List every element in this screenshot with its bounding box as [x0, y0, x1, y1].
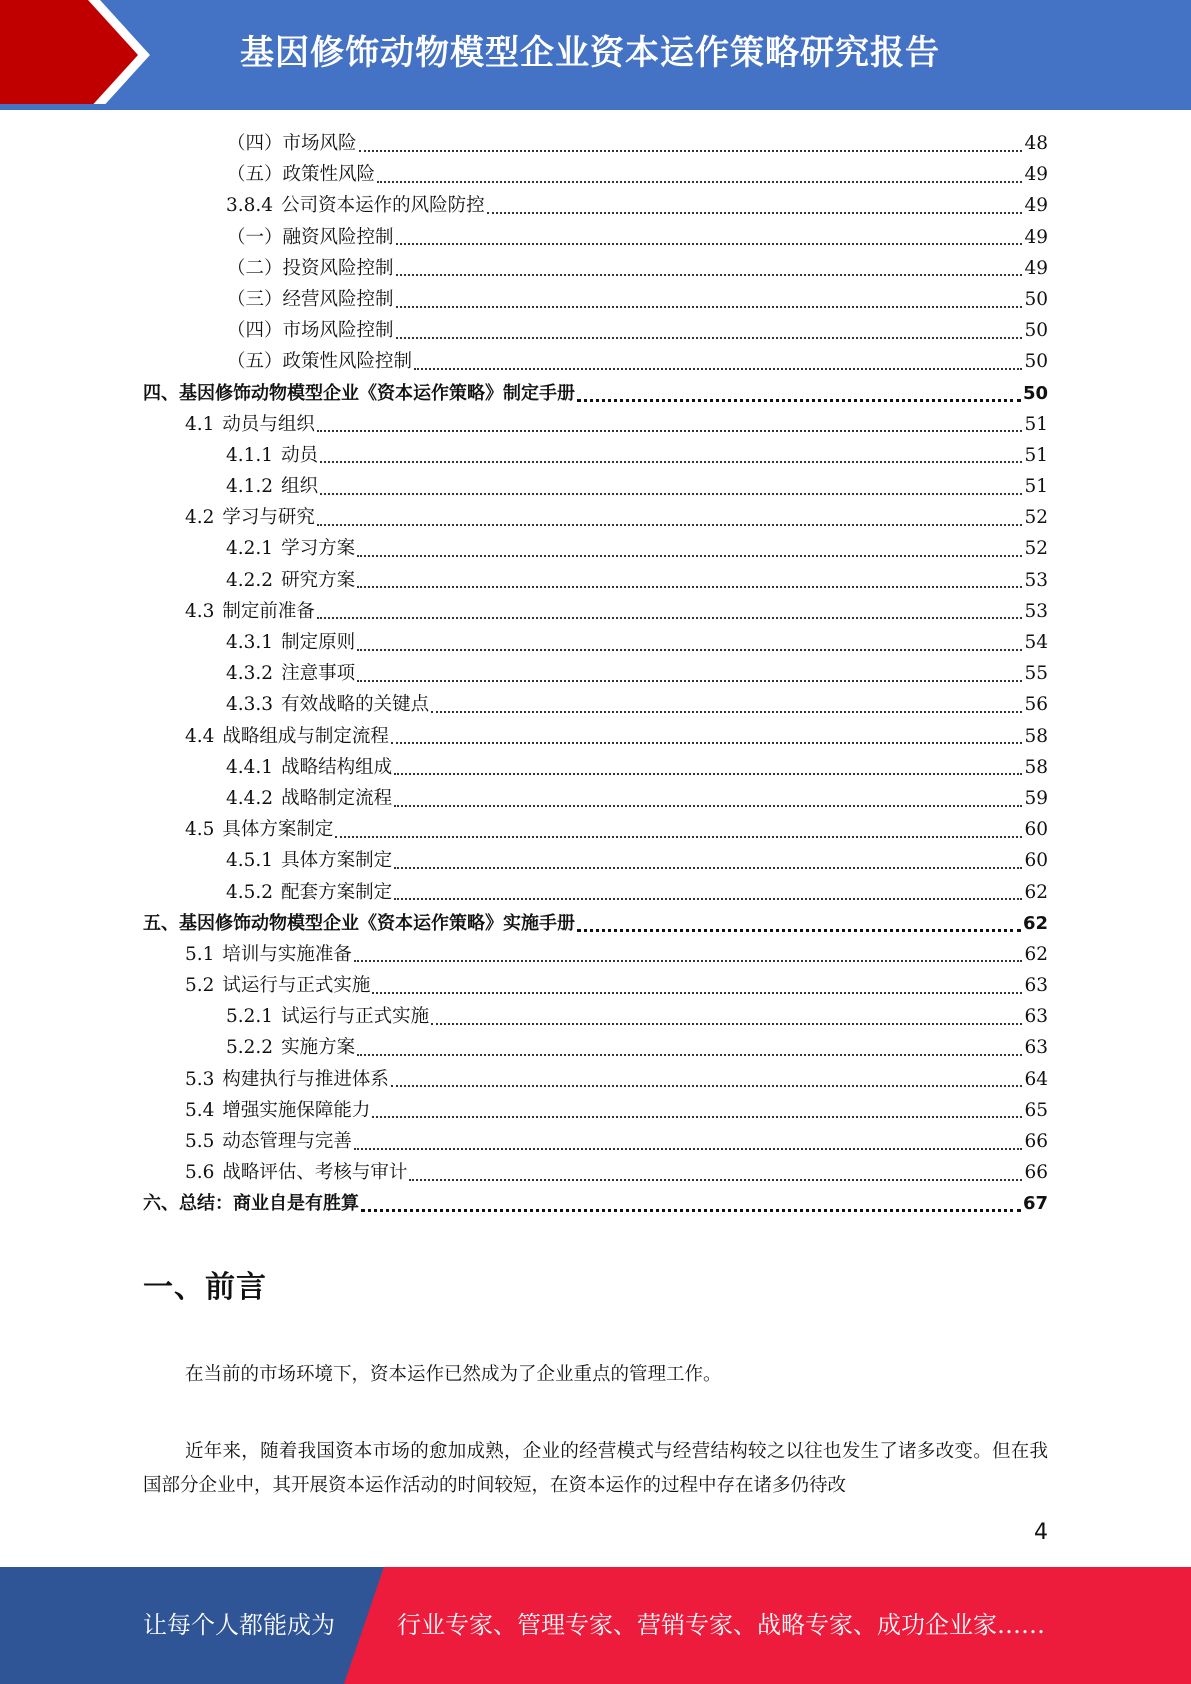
toc-entry-number: 4.3.1 [226, 632, 274, 653]
toc-entry-title: 实施方案 [281, 1037, 356, 1059]
toc-dot-leader [320, 461, 1022, 463]
toc-entry[interactable] [143, 1157, 1048, 1188]
toc-entry-page: 50 [1024, 351, 1048, 373]
toc-entry-title: 动态管理与完善 [222, 1131, 352, 1152]
toc-entry-page: 53 [1024, 569, 1048, 591]
toc-entry[interactable] [143, 1001, 1048, 1032]
toc-entry-page: 49 [1024, 195, 1048, 217]
toc-dot-leader [577, 929, 1021, 932]
toc-entry-title: 研究方案 [281, 569, 356, 591]
toc-dot-leader [394, 773, 1022, 775]
toc-entry-title: 四、基因修饰动物模型企业《资本运作策略》制定手册 [143, 382, 575, 404]
toc-entry[interactable] [143, 222, 1048, 253]
toc-dot-leader [372, 992, 1022, 994]
toc-entry[interactable] [143, 814, 1048, 845]
toc-entry[interactable] [143, 159, 1048, 190]
toc-entry-title: 制定前准备 [222, 600, 315, 622]
toc-entry-number: 4.4 [185, 725, 215, 747]
section-heading: 一、前言 [143, 1270, 267, 1305]
toc-entry-title: 动员 [281, 444, 319, 466]
toc-entry[interactable] [143, 877, 1048, 908]
toc-entry-number: 4.3.2 [226, 663, 274, 685]
page-header [0, 0, 1191, 110]
toc-entry[interactable] [143, 783, 1048, 814]
toc-entry[interactable] [143, 346, 1048, 377]
toc-dot-leader [487, 212, 1023, 214]
toc-dot-leader [359, 150, 1023, 152]
toc-entry[interactable] [143, 565, 1048, 596]
toc-dot-leader [396, 274, 1023, 276]
toc-dot-leader [357, 649, 1022, 651]
toc-dot-leader [577, 399, 1021, 402]
toc-entry-title: 配套方案制定 [281, 881, 393, 903]
toc-entry-title: 增强实施保障能力 [222, 1099, 371, 1121]
toc-entry-number: 4.1 [185, 413, 215, 435]
toc-dot-leader [357, 680, 1022, 682]
toc-entry[interactable] [143, 596, 1048, 627]
toc-entry-number: 4.2.2 [226, 569, 274, 591]
toc-entry-page: 49 [1024, 257, 1048, 279]
toc-entry[interactable] [143, 721, 1048, 752]
toc-entry-title: 战略组成与制定流程 [222, 725, 389, 747]
toc-dot-leader [317, 617, 1023, 619]
toc-entry[interactable] [143, 939, 1048, 970]
toc-entry-title: 战略结构组成 [281, 756, 393, 778]
toc-entry-number: 5.2.1 [226, 1006, 274, 1028]
toc-entry-number: 4.2 [185, 507, 215, 529]
toc-entry[interactable] [143, 908, 1048, 939]
toc-entry-title: 制定原则 [281, 632, 356, 653]
toc-dot-leader [317, 524, 1023, 526]
toc-entry-number: 4.5.1 [226, 850, 274, 872]
toc-entry-title: 有效战略的关键点 [281, 694, 430, 716]
toc-dot-leader [409, 1179, 1022, 1181]
toc-entry-page: 50 [1022, 382, 1048, 404]
toc-entry-title: 构建执行与推进体系 [222, 1068, 389, 1090]
footer-slogan-right: 行业专家、管理专家、营销专家、战略专家、成功企业家…… [397, 1611, 1045, 1639]
toc-dot-leader [372, 1116, 1022, 1118]
table-of-contents [143, 128, 1048, 1220]
toc-entry[interactable] [143, 128, 1048, 159]
toc-entry-page: 54 [1024, 632, 1048, 653]
toc-entry-title: 五、基因修饰动物模型企业《资本运作策略》实施手册 [143, 912, 575, 934]
toc-entry-number: 4.4.1 [226, 756, 274, 778]
toc-dot-leader [394, 867, 1022, 869]
toc-entry[interactable] [143, 315, 1048, 346]
toc-entry[interactable] [143, 471, 1048, 502]
toc-entry-number: 4.3.3 [226, 694, 274, 716]
toc-dot-leader [396, 337, 1023, 339]
toc-entry[interactable] [143, 190, 1048, 221]
toc-entry-number: 5.4 [185, 1099, 215, 1121]
toc-entry[interactable] [143, 1064, 1048, 1095]
toc-dot-leader [377, 181, 1022, 183]
toc-entry[interactable] [143, 253, 1048, 284]
toc-entry[interactable] [143, 1095, 1048, 1126]
toc-entry-page: 65 [1024, 1099, 1048, 1121]
toc-entry-title: 学习方案 [281, 538, 356, 560]
toc-entry-number: 4.1.2 [226, 476, 274, 498]
toc-entry-title: 六、总结：商业自是有胜算 [143, 1193, 359, 1215]
toc-entry-page: 64 [1024, 1068, 1048, 1090]
toc-entry-title: （四）市场风险 [227, 133, 357, 154]
toc-entry-number: 5.1 [185, 943, 215, 965]
toc-entry-number: 3.8.4 [226, 195, 274, 217]
toc-entry-title: 具体方案制定 [281, 850, 393, 872]
toc-dot-leader [394, 805, 1022, 807]
toc-dot-leader [357, 586, 1022, 588]
toc-entry-number: 4.5.2 [226, 881, 274, 903]
toc-entry-page: 52 [1024, 538, 1048, 560]
report-title: 基因修饰动物模型企业资本运作策略研究报告 [240, 33, 940, 73]
toc-entry[interactable] [143, 845, 1048, 876]
toc-entry-title: 公司资本运作的风险防控 [281, 195, 485, 217]
body-paragraph: 在当前的市场环境下，资本运作已然成为了企业重点的管理工作。 [185, 1364, 722, 1385]
toc-entry-title: 试运行与正式实施 [281, 1006, 430, 1028]
footer-slogan-left: 让每个人都能成为 [143, 1611, 335, 1639]
toc-entry-page: 58 [1024, 725, 1048, 747]
toc-entry-page: 62 [1024, 881, 1048, 903]
toc-dot-leader [391, 1085, 1023, 1087]
toc-entry-page: 62 [1022, 912, 1048, 934]
toc-entry-page: 50 [1024, 320, 1048, 342]
toc-entry-title: 战略评估、考核与审计 [222, 1162, 408, 1184]
toc-entry-page: 49 [1024, 164, 1048, 186]
toc-dot-leader [317, 430, 1023, 432]
toc-entry[interactable] [143, 378, 1048, 409]
toc-entry-page: 66 [1024, 1131, 1048, 1152]
toc-entry-page: 51 [1024, 413, 1048, 435]
toc-entry-page: 59 [1024, 787, 1048, 809]
toc-dot-leader [354, 1148, 1023, 1150]
toc-entry-title: 组织 [281, 476, 319, 498]
toc-entry-page: 51 [1024, 476, 1048, 498]
toc-entry[interactable] [143, 502, 1048, 533]
toc-entry-page: 51 [1024, 444, 1048, 466]
toc-entry-page: 55 [1024, 663, 1048, 685]
toc-entry[interactable] [143, 284, 1048, 315]
toc-dot-leader [357, 555, 1022, 557]
toc-dot-leader [431, 1023, 1022, 1025]
toc-entry-page: 60 [1024, 819, 1048, 841]
toc-entry-title: 战略制定流程 [281, 787, 393, 809]
toc-entry[interactable] [143, 658, 1048, 689]
toc-entry[interactable] [143, 440, 1048, 471]
toc-entry-title: （二）投资风险控制 [227, 257, 394, 279]
toc-entry-number: 4.4.2 [226, 787, 274, 809]
toc-entry[interactable] [143, 1188, 1048, 1219]
toc-entry[interactable] [143, 627, 1048, 658]
toc-dot-leader [320, 493, 1022, 495]
toc-entry-page: 66 [1024, 1162, 1048, 1184]
toc-entry-number: 4.1.1 [226, 444, 274, 466]
toc-entry-number: 5.2.2 [226, 1037, 274, 1059]
toc-entry-title: （五）政策性风险 [227, 164, 376, 186]
toc-dot-leader [414, 368, 1022, 370]
toc-entry-page: 58 [1024, 756, 1048, 778]
toc-entry[interactable] [143, 533, 1048, 564]
toc-entry-page: 62 [1024, 943, 1048, 965]
toc-entry-page: 60 [1024, 850, 1048, 872]
toc-dot-leader [361, 1209, 1021, 1212]
toc-dot-leader [431, 711, 1022, 713]
toc-entry[interactable] [143, 1126, 1048, 1157]
toc-entry-title: 动员与组织 [222, 413, 315, 435]
toc-dot-leader [394, 898, 1022, 900]
toc-dot-leader [354, 960, 1023, 962]
toc-entry-title: 培训与实施准备 [222, 943, 352, 965]
toc-dot-leader [396, 306, 1023, 308]
toc-entry-title: （四）市场风险控制 [227, 320, 394, 342]
toc-entry-title: （五）政策性风险控制 [227, 351, 413, 373]
toc-entry-title: 注意事项 [281, 663, 356, 685]
toc-entry-page: 56 [1024, 694, 1048, 716]
toc-dot-leader [396, 243, 1023, 245]
toc-entry-number: 5.6 [185, 1162, 215, 1184]
toc-entry-page: 50 [1024, 288, 1048, 310]
toc-entry[interactable] [143, 752, 1048, 783]
toc-dot-leader [335, 836, 1022, 838]
toc-entry[interactable] [143, 689, 1048, 720]
toc-entry-page: 63 [1024, 975, 1048, 997]
toc-entry-page: 49 [1024, 226, 1048, 248]
toc-dot-leader [357, 1054, 1022, 1056]
toc-entry-title: （一）融资风险控制 [227, 226, 394, 248]
toc-entry-page: 63 [1024, 1006, 1048, 1028]
toc-entry-page: 53 [1024, 600, 1048, 622]
toc-entry-number: 4.3 [185, 600, 215, 622]
toc-entry-number: 5.2 [185, 975, 215, 997]
toc-entry-title: 试运行与正式实施 [222, 975, 371, 997]
toc-entry-number: 4.2.1 [226, 538, 274, 560]
toc-entry-page: 48 [1024, 133, 1048, 154]
toc-entry-number: 5.3 [185, 1068, 215, 1090]
toc-entry-title: 学习与研究 [222, 507, 315, 529]
toc-entry-page: 63 [1024, 1037, 1048, 1059]
toc-entry[interactable] [143, 970, 1048, 1001]
toc-entry-title: 具体方案制定 [222, 819, 334, 841]
body-paragraph: 近年来，随着我国资本市场的愈加成熟，企业的经营模式与经营结构较之以往也发生了诸多改变。但在我国部分企业中，其开展资本运作活动的时间较短，在资本运作的过程中存在诸多仍待改 [143, 1441, 1048, 1496]
page-number: 4 [1034, 1520, 1048, 1545]
toc-dot-leader [391, 742, 1023, 744]
toc-entry-page: 67 [1022, 1193, 1048, 1215]
toc-entry[interactable] [143, 409, 1048, 440]
toc-entry-page: 52 [1024, 507, 1048, 529]
toc-entry-title: （三）经营风险控制 [227, 288, 394, 310]
toc-entry[interactable] [143, 1032, 1048, 1063]
page-footer [0, 1567, 1191, 1684]
toc-entry-number: 4.5 [185, 819, 215, 841]
toc-entry-number: 5.5 [185, 1131, 215, 1152]
